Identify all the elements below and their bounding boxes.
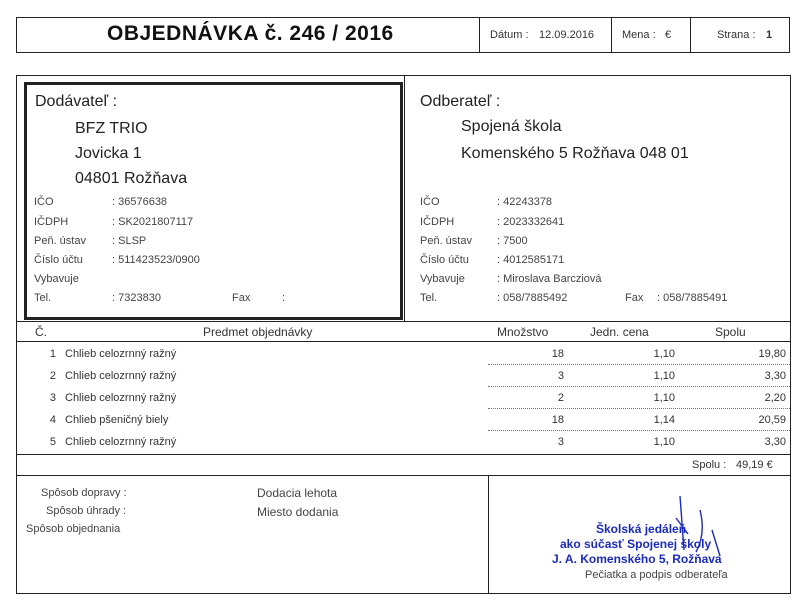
supplier-fax-value: :: [282, 292, 286, 304]
customer-field-value: : 42243378: [497, 196, 553, 208]
supplier-field-label: Tel.: [34, 292, 52, 304]
page-label: Strana :: [717, 29, 756, 41]
table-row-total: 3,30: [764, 370, 786, 382]
table-row-item: Chlieb celozrnný ražný: [65, 348, 177, 360]
supplier-heading: Dodávateľ :: [35, 93, 118, 110]
table-row-item: Chlieb celozrnný ražný: [65, 370, 177, 382]
supplier-field-value: : 36576638: [112, 196, 168, 208]
customer-divider: [404, 75, 405, 321]
table-row-total: 3,30: [764, 436, 786, 448]
table-row-number: 1: [49, 348, 56, 360]
table-row-number: 5: [49, 436, 56, 448]
supplier-field-label: IČDPH: [34, 216, 69, 228]
document-title: OBJEDNÁVKA č. 246 / 2016: [107, 22, 394, 45]
header-divider-1: [479, 17, 480, 53]
table-row-quantity: 2: [557, 392, 564, 404]
table-sum-rule: [16, 454, 791, 455]
table-row-unit-price: 1,10: [653, 370, 675, 382]
header-divider-3: [690, 17, 691, 53]
table-row-quantity: 18: [551, 414, 564, 426]
supplier-fax-label: Fax: [232, 292, 251, 304]
footer-divider: [488, 475, 489, 594]
payment-method-label: Spôsob úhrady :: [46, 505, 127, 517]
stamp-line-2: ako súčasť Spojenej školy: [560, 537, 712, 551]
customer-fax-value: : 058/7885491: [657, 292, 728, 304]
table-row-total: 19,80: [758, 348, 786, 360]
table-row-item: Chlieb celozrnný ražný: [65, 392, 177, 404]
delivery-term-label: Dodacia lehota: [257, 486, 338, 500]
customer-field-label: Vybavuje: [420, 273, 465, 285]
date-value: 12.09.2016: [539, 29, 595, 41]
supplier-field-label: IČO: [34, 196, 54, 208]
table-row-quantity: 3: [557, 436, 564, 448]
table-row-rule: [488, 364, 790, 365]
supplier-field-value: : SK2021807117: [112, 216, 194, 228]
table-row-rule: [488, 430, 790, 431]
customer-field-value: : 2023332641: [497, 216, 565, 228]
table-row-number: 4: [49, 414, 56, 426]
customer-field-value: : 4012585171: [497, 254, 565, 266]
table-row-rule: [488, 408, 790, 409]
customer-field-value: : 7500: [497, 235, 528, 247]
column-header-item: Predmet objednávky: [203, 325, 313, 339]
supplier-field-label: Číslo účtu: [34, 254, 83, 266]
header-divider-2: [611, 17, 612, 53]
delivery-method-label: Spôsob dopravy :: [41, 487, 127, 499]
customer-name: Spojená škola: [461, 118, 562, 135]
delivery-place-label: Miesto dodania: [257, 505, 339, 519]
customer-heading: Odberateľ :: [420, 93, 501, 110]
order-method-label: Spôsob objednania: [26, 523, 121, 535]
customer-field-label: IČO: [420, 196, 440, 208]
column-header-unit-price: Jedn. cena: [590, 325, 649, 339]
customer-field-label: Peň. ústav: [420, 235, 472, 247]
table-row-unit-price: 1,10: [653, 392, 675, 404]
supplier-name: BFZ TRIO: [75, 120, 148, 137]
customer-field-value: : Miroslava Barcziová: [497, 273, 602, 285]
table-row-total: 20,59: [758, 414, 786, 426]
table-row-item: Chlieb pšeničný biely: [65, 414, 169, 426]
signature-caption: Pečiatka a podpis odberateľa: [585, 569, 728, 581]
column-header-quantity: Množstvo: [497, 325, 549, 339]
table-row-item: Chlieb celozrnný ražný: [65, 436, 177, 448]
date-label: Dátum :: [490, 29, 529, 41]
currency-label: Mena :: [622, 29, 656, 41]
supplier-field-label: Vybavuje: [34, 273, 79, 285]
supplier-field-value: : 511423523/0900: [112, 254, 200, 266]
supplier-field-label: Peň. ústav: [34, 235, 86, 247]
column-header-number: Č.: [35, 325, 47, 339]
sum-label: Spolu :: [692, 459, 727, 471]
customer-field-label: IČDPH: [420, 216, 455, 228]
customer-field-label: Tel.: [420, 292, 438, 304]
table-top-rule: [16, 321, 791, 322]
table-row-unit-price: 1,14: [653, 414, 675, 426]
currency-value: €: [665, 29, 672, 41]
table-row-quantity: 18: [551, 348, 564, 360]
supplier-field-value: : 7323830: [112, 292, 161, 304]
supplier-field-value: : SLSP: [112, 235, 147, 247]
page-value: 1: [766, 29, 773, 41]
footer-top-rule: [16, 475, 791, 476]
table-header-rule: [16, 341, 791, 342]
sum-value: 49,19 €: [736, 459, 773, 471]
table-row-rule: [488, 386, 790, 387]
table-row-number: 2: [49, 370, 56, 382]
column-header-total: Spolu: [715, 325, 746, 339]
table-row-unit-price: 1,10: [653, 436, 675, 448]
stamp-line-3: J. A. Komenského 5, Rožňava: [552, 552, 722, 566]
customer-field-value: : 058/7885492: [497, 292, 568, 304]
table-row-total: 2,20: [764, 392, 786, 404]
table-row-quantity: 3: [557, 370, 564, 382]
supplier-city: 04801 Rožňava: [75, 170, 188, 187]
supplier-street: Jovicka 1: [75, 145, 142, 162]
supplier-box: [24, 82, 403, 320]
stamp-line-1: Školská jedáleň: [596, 522, 687, 536]
customer-address: Komenského 5 Rožňava 048 01: [461, 145, 689, 162]
customer-field-label: Číslo účtu: [420, 254, 469, 266]
customer-fax-label: Fax: [625, 292, 644, 304]
table-row-unit-price: 1,10: [653, 348, 675, 360]
table-row-number: 3: [49, 392, 56, 404]
